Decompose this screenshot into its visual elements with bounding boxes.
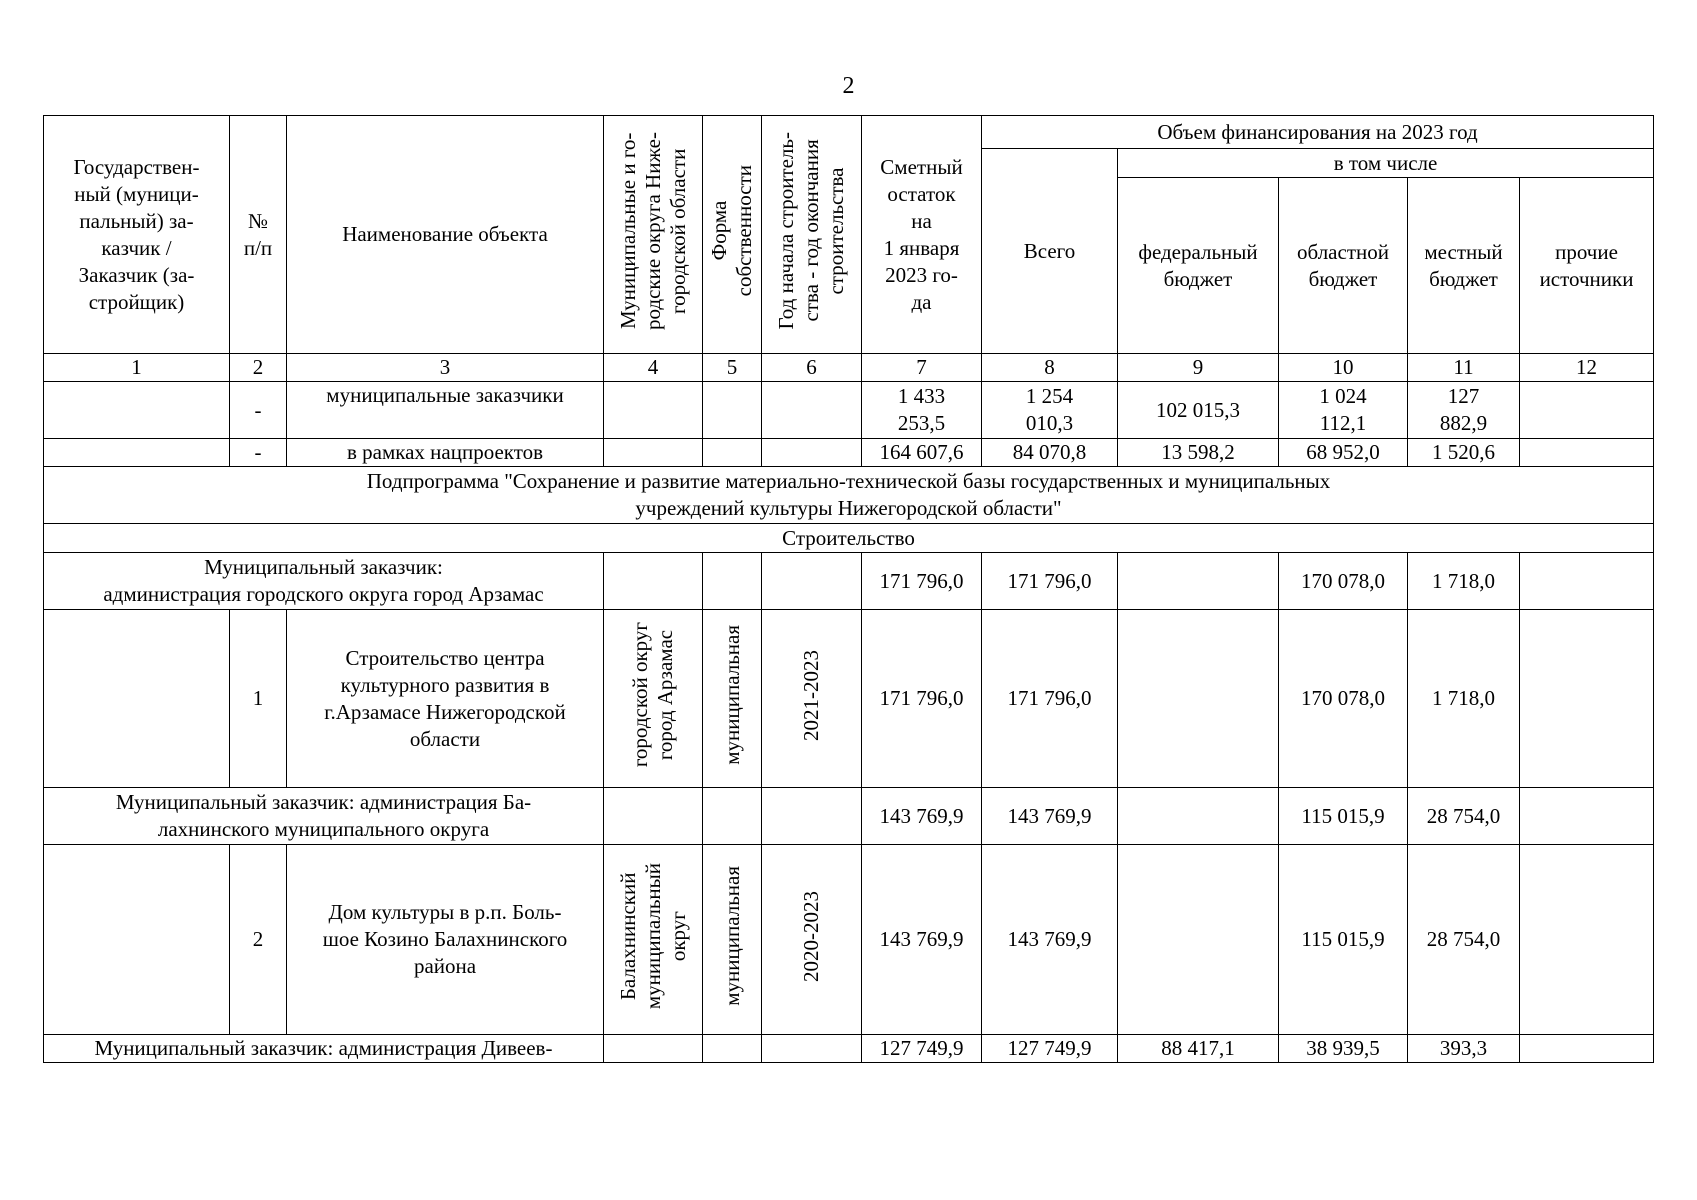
page-number: 2 [842,73,855,99]
cell-ownership [703,553,762,610]
cell-object-name: муниципальные заказчики [287,382,604,439]
cell-other [1520,439,1654,467]
column-number: 3 [287,354,604,382]
cell-object-name: в рамках нацпроектов [287,439,604,467]
cell-estimate: 171 796,0 [862,553,982,610]
cell-num: 1 [230,610,287,788]
cell-regional: 170 078,0 [1279,610,1408,788]
customer-row [44,788,1654,845]
cell-other [1520,845,1654,1035]
cell-estimate: 127 749,9 [862,1035,982,1063]
cell-customer [44,439,230,467]
header-other: прочие источники [1520,178,1654,354]
cell-estimate: 1 433 253,5 [862,382,982,439]
cell-estimate: 143 769,9 [862,788,982,845]
cell-ownership [703,439,762,467]
cell-other [1520,788,1654,845]
cell-federal: 88 417,1 [1118,1035,1279,1063]
cell-regional: 68 952,0 [1279,439,1408,467]
cell-ownership [703,788,762,845]
cell-local: 127 882,9 [1408,382,1520,439]
section-row [44,524,1654,553]
column-number: 2 [230,354,287,382]
header-funding: Объем финансирования на 2023 год [982,116,1654,149]
cell-estimate: 171 796,0 [862,610,982,788]
header-object-name: Наименование объекта [287,116,604,354]
column-number: 12 [1520,354,1654,382]
cell-regional: 170 078,0 [1279,553,1408,610]
cell-federal: 102 015,3 [1118,382,1279,439]
cell-district: Балахнинский муниципальный округ [604,845,703,1035]
cell-total: 143 769,9 [982,845,1118,1035]
header-customer: Государствен- ный (муници- пальный) за- казчик / Заказчик (за- стройщик) [44,116,230,354]
cell-federal [1118,610,1279,788]
table-row [44,845,1654,1035]
cell-years [762,382,862,439]
cell-object-name: Строительство центра культурного развития в г.Арзамасе Нижегородской области [287,610,604,788]
customer-row [44,553,1654,610]
table-row [44,382,1654,439]
customer-label: Муниципальный заказчик: администрация городского округа город Арзамас [44,553,604,610]
cell-regional: 1 024 112,1 [1279,382,1408,439]
cell-ownership: муниципальная [703,845,762,1035]
section-title: Строительство [44,524,1654,553]
cell-customer [44,845,230,1035]
cell-customer [44,610,230,788]
cell-num: - [230,382,287,439]
cell-total: 127 749,9 [982,1035,1118,1063]
column-number: 4 [604,354,703,382]
column-number-row [44,354,1654,382]
column-number: 9 [1118,354,1279,382]
table-row [44,610,1654,788]
cell-local: 1 718,0 [1408,553,1520,610]
header-districts: Муниципальные и го- родские округа Ниже- городской области [604,116,703,354]
cell-total: 171 796,0 [982,553,1118,610]
header-estimate: Сметный остаток на 1 января 2023 го- да [862,116,982,354]
cell-federal [1118,788,1279,845]
column-number: 1 [44,354,230,382]
cell-total: 143 769,9 [982,788,1118,845]
subprogram-row [44,467,1654,524]
cell-estimate: 143 769,9 [862,845,982,1035]
header-total: Всего [982,149,1118,354]
cell-regional: 38 939,5 [1279,1035,1408,1063]
cell-other [1520,1035,1654,1063]
header-years: Год начала строитель- ства - год окончания строительства [762,116,862,354]
cell-local: 393,3 [1408,1035,1520,1063]
column-number: 10 [1279,354,1408,382]
cell-district [604,788,703,845]
cell-years [762,788,862,845]
cell-years: 2021-2023 [762,610,862,788]
cell-federal [1118,845,1279,1035]
header-local: местный бюджет [1408,178,1520,354]
header-ownership: Форма собственности [703,116,762,354]
cell-customer [44,382,230,439]
column-number: 5 [703,354,762,382]
cell-years [762,1035,862,1063]
cell-other [1520,610,1654,788]
cell-total: 84 070,8 [982,439,1118,467]
cell-district [604,553,703,610]
cell-num: - [230,439,287,467]
customer-row [44,1035,1654,1063]
customer-label: Муниципальный заказчик: администрация Ба- лахнинского муниципального округа [44,788,604,845]
cell-regional: 115 015,9 [1279,788,1408,845]
column-number: 8 [982,354,1118,382]
header-regional: областной бюджет [1279,178,1408,354]
customer-label: Муниципальный заказчик: администрация Дивеев- [44,1035,604,1063]
cell-local: 28 754,0 [1408,845,1520,1035]
cell-years [762,439,862,467]
financing-table [43,115,1654,1063]
cell-district [604,1035,703,1063]
cell-local: 28 754,0 [1408,788,1520,845]
cell-total: 171 796,0 [982,610,1118,788]
cell-district [604,439,703,467]
cell-district: городской округ город Арзамас [604,610,703,788]
cell-federal: 13 598,2 [1118,439,1279,467]
cell-local: 1 520,6 [1408,439,1520,467]
header-federal: федеральный бюджет [1118,178,1279,354]
cell-years: 2020-2023 [762,845,862,1035]
cell-regional: 115 015,9 [1279,845,1408,1035]
cell-total: 1 254 010,3 [982,382,1118,439]
subprogram-title: Подпрограмма "Сохранение и развитие материально-технической базы государственных и муниципальных учреждений культуры Нижегородской области" [44,467,1654,524]
column-number: 11 [1408,354,1520,382]
cell-ownership: муниципальная [703,610,762,788]
cell-other [1520,553,1654,610]
cell-district [604,382,703,439]
cell-local: 1 718,0 [1408,610,1520,788]
header-including: в том числе [1118,149,1654,178]
cell-estimate: 164 607,6 [862,439,982,467]
table-row [44,439,1654,467]
cell-years [762,553,862,610]
cell-ownership [703,382,762,439]
cell-object-name: Дом культуры в р.п. Боль- шое Козино Балахнинского района [287,845,604,1035]
column-number: 7 [862,354,982,382]
cell-num: 2 [230,845,287,1035]
cell-other [1520,382,1654,439]
cell-federal [1118,553,1279,610]
header-num: № п/п [230,116,287,354]
cell-ownership [703,1035,762,1063]
column-number: 6 [762,354,862,382]
